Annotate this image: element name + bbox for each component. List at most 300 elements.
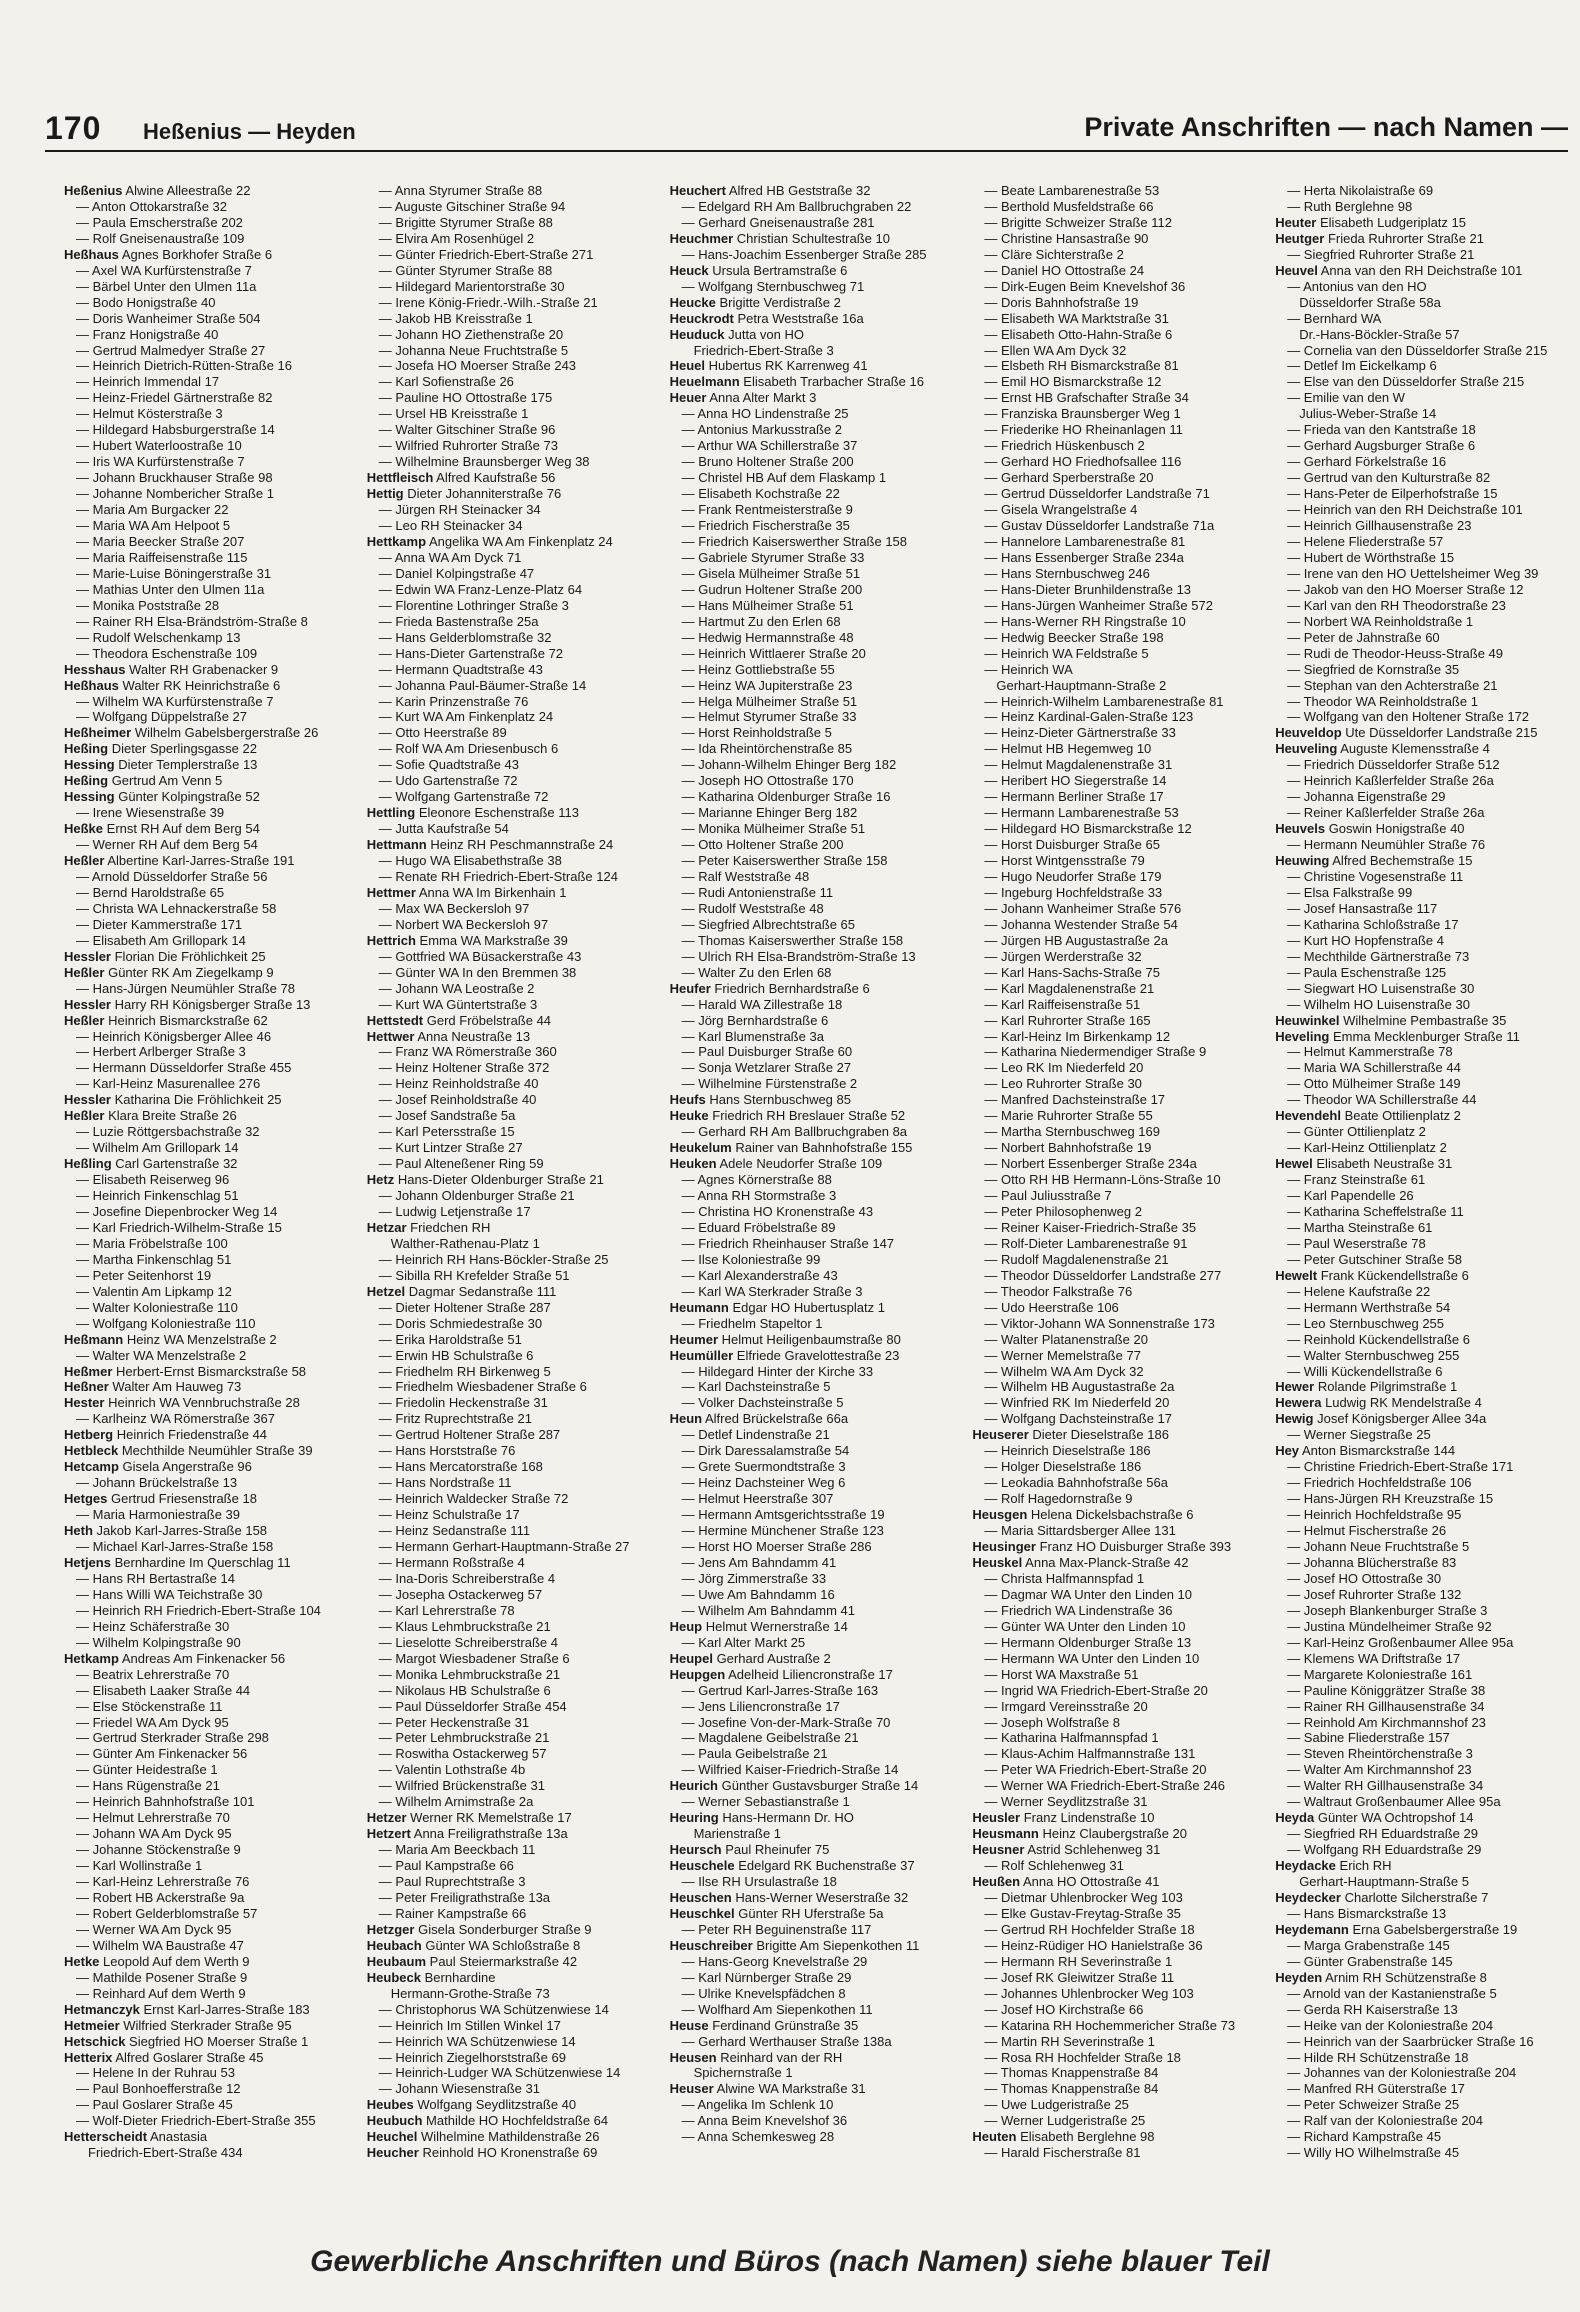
entry-text: — Josef HO Kirchstraße 66	[984, 2001, 1144, 2017]
listing-entry	[1275, 1124, 1570, 1140]
listing-entry	[1275, 949, 1570, 965]
entry-text: — Bruno Holtener Straße 200	[681, 454, 854, 470]
listing-entry	[670, 343, 965, 359]
surname: Heuelmann	[669, 374, 740, 390]
listing-entry	[367, 1236, 662, 1252]
listing-entry	[64, 1874, 359, 1890]
surname: Hessing	[64, 789, 115, 805]
listing-entry	[1275, 1858, 1570, 1874]
entry-text: — Karl WA Sterkrader Straße 3	[681, 1283, 863, 1299]
entry-text: — Leo RH Steinacker 34	[378, 518, 523, 534]
entry-text: — Dagmar WA Unter den Linden 10	[984, 1586, 1193, 1602]
entry-text: Hubertus RK Karrenweg 41	[708, 358, 868, 374]
entry-text: — Elisabeth Otto-Hahn-Straße 6	[984, 326, 1173, 342]
listing-entry	[670, 199, 965, 215]
listing-entry	[972, 1029, 1267, 1045]
listing-entry	[972, 199, 1267, 215]
surname: Heufer	[669, 980, 711, 996]
listing-entry	[972, 502, 1267, 518]
entry-text: — Marianne Ehinger Berg 182	[681, 805, 858, 821]
listing-entry	[972, 343, 1267, 359]
surname: Hesshaus	[64, 661, 126, 677]
listing-entry	[367, 1284, 662, 1300]
listing-entry	[972, 1348, 1267, 1364]
entry-text: — Hermann Roßstraße 4	[378, 1554, 525, 1570]
entry-text: — Ulrike Knevelspfädchen 8	[681, 1985, 846, 2001]
listing-entry	[367, 1379, 662, 1395]
listing-entry	[64, 1762, 359, 1778]
entry-text: — Christine Friedrich-Ebert-Straße 171	[1287, 1459, 1514, 1475]
listing-entry	[972, 694, 1267, 710]
entry-text: — Heinz Schäferstraße 30	[76, 1618, 230, 1634]
listing-entry	[64, 1571, 359, 1587]
listing-entry	[972, 1683, 1267, 1699]
listing-entry	[972, 1986, 1267, 2002]
listing-entry	[972, 1635, 1267, 1651]
listing-entry	[670, 1826, 965, 1842]
entry-text: — Agnes Körnerstraße 88	[681, 1172, 832, 1188]
listing-entry	[1275, 1507, 1570, 1523]
entry-text: Günter RK Am Ziegelkamp 9	[108, 964, 274, 980]
listing-entry	[1275, 374, 1570, 390]
surname: Hetmanczyk	[64, 2001, 140, 2017]
entry-text: — Pauline Königgrätzer Straße 38	[1287, 1682, 1486, 1698]
listing-entry	[64, 1619, 359, 1635]
entry-text: Wilhelmine Mathildenstraße 26	[421, 2129, 600, 2145]
entry-text: Bernhardine	[424, 1969, 496, 1985]
listing-entry	[670, 1874, 965, 1890]
listing-entry	[972, 1044, 1267, 1060]
listing-entry	[367, 1204, 662, 1220]
entry-text: Albertine Karl-Jarres-Straße 191	[107, 853, 295, 869]
listing-entry	[972, 614, 1267, 630]
listing-entry	[670, 231, 965, 247]
surname: Heßner	[64, 1379, 109, 1395]
entry-text: — Heinrich van der Saarbrücker Straße 16	[1287, 2033, 1534, 2049]
entry-text: — Rudi de Theodor-Heuss-Straße 49	[1287, 645, 1503, 661]
listing-entry	[972, 1140, 1267, 1156]
entry-text: Charlotte Silcherstraße 7	[1344, 1889, 1489, 1905]
entry-text: — Gerhard Förkelstraße 16	[1287, 454, 1447, 470]
listing-entry	[1275, 295, 1570, 311]
entry-text: — Paul Ruprechtstraße 3	[378, 1874, 526, 1890]
entry-text: — Johanna Westender Straße 54	[984, 916, 1178, 932]
surname: Heuckrodt	[669, 310, 734, 326]
listing-entry	[64, 709, 359, 725]
listing-entry	[1275, 1986, 1570, 2002]
listing-entry	[367, 2065, 662, 2081]
listing-entry	[1275, 1970, 1570, 1986]
entry-text: Brigitte Verdistraße 2	[719, 294, 841, 310]
entry-text: — Johann Wiesenstraße 31	[378, 2081, 540, 2097]
entry-text: Anna Freiligrathstraße 13a	[413, 1826, 568, 1842]
listing-entry	[670, 2113, 965, 2129]
entry-text: — Friederike HO Rheinanlagen 11	[984, 422, 1183, 438]
entry-text: — Rainer RH Elsa-Brändström-Straße 8	[76, 613, 308, 629]
entry-text: — Maria Raiffeisenstraße 115	[76, 549, 248, 565]
listing-entry	[972, 374, 1267, 390]
entry-text: — Margot Wiesbadener Straße 6	[378, 1650, 570, 1666]
surname: Hettrich	[366, 932, 416, 948]
entry-text: — Hermann Amtsgerichtsstraße 19	[681, 1507, 885, 1523]
listing-entry	[972, 1922, 1267, 1938]
listing-entry	[670, 1268, 965, 1284]
listing-entry	[972, 1443, 1267, 1459]
listing-entry	[972, 1268, 1267, 1284]
entry-text: Ernst RH Auf dem Berg 54	[106, 821, 260, 837]
listing-entry	[972, 789, 1267, 805]
listing-entry	[64, 997, 359, 1013]
surname: Heuchert	[669, 183, 726, 198]
listing-entry	[972, 1651, 1267, 1667]
entry-text: — Friedrich Hochfeldstraße 106	[1287, 1475, 1472, 1491]
page-number: 170	[45, 110, 102, 146]
listing-entry	[367, 1587, 662, 1603]
column-5	[1275, 183, 1570, 2223]
surname: Heuring	[669, 1810, 719, 1826]
listing-entry	[367, 1571, 662, 1587]
listing-entry	[367, 1938, 662, 1954]
entry-text: — Detlef Lindenstraße 21	[681, 1427, 830, 1443]
entry-text: — Gerhard Werthauser Straße 138a	[681, 2033, 892, 2049]
listing-entry	[670, 598, 965, 614]
listing-entry	[972, 2145, 1267, 2161]
entry-text: — Hans-Joachim Essenberger Straße 285	[681, 246, 927, 262]
entry-text: Dieter Dieselstraße 186	[1032, 1427, 1169, 1443]
entry-text: Heinrich Friedenstraße 44	[116, 1427, 268, 1443]
entry-text: — Florentine Lothringer Straße 3	[378, 597, 569, 613]
entry-text: — Karl-Heinz Masurenallee 276	[76, 1076, 261, 1092]
listing-entry	[670, 1300, 965, 1316]
listing-entry	[367, 1746, 662, 1762]
surname: Hetterscheidt	[64, 2129, 148, 2145]
listing-entry	[972, 1539, 1267, 1555]
listing-entry	[367, 630, 662, 646]
entry-text: — Gerhard Gneisenaustraße 281	[681, 214, 875, 230]
listing-entry	[1275, 709, 1570, 725]
entry-text: — Karl-Heinz Großenbaumer Allee 95a	[1287, 1634, 1514, 1650]
listing-entry	[1275, 454, 1570, 470]
listing-entry	[64, 311, 359, 327]
listing-entry	[367, 1156, 662, 1172]
entry-text: Alfred Kaufstraße 56	[436, 470, 556, 486]
entry-text: Heinz RH Peschmannstraße 24	[430, 837, 614, 853]
entry-text: — Mathias Unter den Ulmen 11a	[76, 581, 265, 597]
listing-entry	[670, 1379, 965, 1395]
listing-entry	[367, 263, 662, 279]
listing-entry	[64, 1810, 359, 1826]
listing-entry	[1275, 1651, 1570, 1667]
listing-entry	[64, 199, 359, 215]
listing-entry	[670, 374, 965, 390]
surname: Heupel	[669, 1650, 713, 1666]
entry-text: — Hermann Gerhart-Hauptmann-Straße 27	[378, 1539, 630, 1555]
surname: Hettfleisch	[366, 470, 434, 486]
surname: Heuer	[669, 390, 707, 406]
entry-text: — Josef Reinholdstraße 40	[378, 1092, 537, 1108]
surname: Hetcamp	[64, 1459, 119, 1475]
section-title: Private Anschriften — nach Namen —	[1084, 112, 1568, 142]
listing-entry	[64, 1029, 359, 1045]
listing-entry	[1275, 1300, 1570, 1316]
listing-entry	[972, 1427, 1267, 1443]
entry-text: Helmut Wernerstraße 14	[705, 1618, 848, 1634]
entry-text: — Rosa RH Hochfelder Straße 18	[984, 2049, 1181, 2065]
listing-entry	[972, 885, 1267, 901]
listing-entry	[670, 1060, 965, 1076]
entry-text: — Sofie Quadtstraße 43	[378, 757, 519, 773]
listing-entry	[670, 1555, 965, 1571]
listing-entry	[64, 1108, 359, 1124]
listing-entry	[367, 2081, 662, 2097]
listing-entry	[64, 1842, 359, 1858]
entry-text: — Anna RH Stormstraße 3	[681, 1188, 837, 1204]
entry-text: — Bernd Haroldstraße 65	[76, 884, 225, 900]
entry-text: Walther-Rathenau-Platz 1	[390, 1235, 540, 1251]
entry-text: — Hans Bismarckstraße 13	[1287, 1905, 1447, 1921]
listing-entry	[1275, 422, 1570, 438]
entry-text: — Joseph HO Ottostraße 170	[681, 773, 854, 789]
listing-entry	[64, 1555, 359, 1571]
entry-text: Günter WA Ochtropshof 14	[1317, 1810, 1474, 1826]
listing-entry	[1275, 773, 1570, 789]
listing-entry	[367, 1874, 662, 1890]
listing-entry	[670, 901, 965, 917]
entry-text: — Hermann Oldenburger Straße 13	[984, 1634, 1192, 1650]
listing-entry	[64, 741, 359, 757]
entry-text: Adelheid Liliencronstraße 17	[728, 1666, 893, 1682]
entry-text: — Jakob van den HO Moerser Straße 12	[1287, 581, 1524, 597]
entry-text: — Günter Styrumer Straße 88	[378, 262, 553, 278]
entry-text: Gisela Sonderburger Straße 9	[418, 1921, 592, 1937]
entry-text: — Theodor WA Schillerstraße 44	[1287, 1092, 1477, 1108]
entry-text: — Karl Alter Markt 25	[681, 1634, 806, 1650]
entry-text: — Monika Lehmbruckstraße 21	[378, 1666, 561, 1682]
listing-entry	[670, 1140, 965, 1156]
entry-text: — Heike van der Koloniestraße 204	[1287, 2017, 1494, 2033]
listing-entry	[1275, 1938, 1570, 1954]
entry-text: — Gertrud Malmedyer Straße 27	[76, 342, 266, 358]
surname: Hettmann	[366, 837, 427, 853]
entry-text: — Peter Philosophenweg 2	[984, 1204, 1142, 1219]
listing-entry	[1275, 901, 1570, 917]
entry-text: — Siegwart HO Luisenstraße 30	[1287, 980, 1475, 996]
listing-entry	[1275, 614, 1570, 630]
surname: Heukelum	[669, 1140, 732, 1156]
entry-text: — Rainer Kampstraße 66	[378, 1905, 527, 1921]
listing-entry	[972, 1874, 1267, 1890]
listing-entry	[972, 358, 1267, 374]
entry-text: — Reinhard Auf dem Werth 9	[76, 1985, 246, 2001]
surname: Hetjens	[64, 1554, 111, 1570]
surname: Heßmann	[64, 1331, 124, 1347]
listing-entry	[367, 550, 662, 566]
listing-entry	[64, 757, 359, 773]
entry-text: — Hermann Quadtstraße 43	[378, 661, 543, 677]
entry-text: — Christa Halfmannspfad 1	[984, 1570, 1145, 1586]
listing-entry	[64, 1252, 359, 1268]
entry-text: — Jürgen RH Steinacker 34	[378, 502, 541, 518]
listing-entry	[670, 1699, 965, 1715]
entry-text: — Heinz Gottliebstraße 55	[681, 661, 835, 677]
entry-text: — Friedrich Düsseldorfer Straße 512	[1287, 757, 1500, 773]
listing-entry	[64, 2065, 359, 2081]
entry-text: — Mechthilde Gärtnerstraße 73	[1287, 948, 1470, 964]
listing-entry	[972, 566, 1267, 582]
entry-text: — Peter Heckenstraße 31	[378, 1714, 530, 1730]
listing-entry	[670, 1715, 965, 1731]
entry-text: — Norbert WA Reinholdstraße 1	[1287, 613, 1474, 629]
listing-entry	[64, 1379, 359, 1395]
entry-text: — Stephan van den Achterstraße 21	[1287, 677, 1498, 693]
listing-entry	[670, 1762, 965, 1778]
entry-text: — Nikolaus HB Schulstraße 6	[378, 1682, 551, 1698]
listing-entry	[64, 1507, 359, 1523]
entry-text: — Anton Ottokarstraße 32	[76, 198, 228, 214]
listing-entry	[367, 582, 662, 598]
entry-text: Wolfgang Seydlitzstraße 40	[417, 2097, 577, 2113]
entry-text: — Heinrich WA Feldstraße 5	[984, 645, 1149, 661]
listing-entry	[64, 1539, 359, 1555]
listing-entry	[670, 853, 965, 869]
entry-text: Siegfried HO Moerser Straße 1	[129, 2033, 309, 2049]
surname: Hetzert	[366, 1826, 411, 1842]
entry-text: Emma WA Markstraße 39	[419, 932, 568, 948]
listing-entry	[64, 358, 359, 374]
entry-text: — Wilhelmine Fürstenstraße 2	[681, 1076, 858, 1092]
listing-entry	[972, 582, 1267, 598]
entry-text: — Hermann Neumühler Straße 76	[1287, 837, 1486, 853]
entry-text: — Karl-Heinz Lehrerstraße 76	[76, 1874, 250, 1890]
surname: Heuvels	[1275, 821, 1326, 837]
surname: Heßler	[64, 1012, 105, 1028]
listing-entry	[1275, 2034, 1570, 2050]
listing-entry	[64, 1188, 359, 1204]
entry-text: — Ruth Berglehne 98	[1287, 198, 1413, 214]
surname: Heuter	[1275, 214, 1317, 230]
entry-text: — Gisela Mülheimer Straße 51	[681, 565, 861, 581]
entry-text: Astrid Schlehenweg 31	[1027, 1842, 1161, 1858]
listing-entry	[972, 534, 1267, 550]
entry-text: Friedrich RH Breslauer Straße 52	[712, 1108, 906, 1124]
listing-entry	[1275, 805, 1570, 821]
entry-text: — Paula Geibelstraße 21	[681, 1746, 828, 1762]
listing-entry	[670, 1730, 965, 1746]
listing-entry	[972, 933, 1267, 949]
listing-entry	[972, 725, 1267, 741]
entry-text: — Hans-Jürgen RH Kreuzstraße 15	[1287, 1491, 1494, 1507]
entry-text: — Paula Emscherstraße 202	[76, 214, 243, 230]
listing-entry	[64, 454, 359, 470]
listing-entry	[972, 1523, 1267, 1539]
entry-text: — Heinz-Friedel Gärtnerstraße 82	[76, 390, 273, 406]
surname: Hettkamp	[366, 533, 427, 549]
listing-entry	[64, 1044, 359, 1060]
entry-text: Brigitte Am Siepenkothen 11	[756, 1937, 920, 1953]
listing-entry	[64, 1635, 359, 1651]
entry-text: — Otto Holtener Straße 200	[681, 837, 844, 853]
listing-entry	[972, 2050, 1267, 2066]
entry-text: — Wolfgang RH Eduardstraße 29	[1287, 1842, 1482, 1858]
entry-text: — Max WA Beckersloh 97	[378, 900, 530, 916]
surname: Heup	[669, 1618, 703, 1634]
entry-text: Elfriede Gravelottestraße 23	[736, 1347, 900, 1363]
entry-text: — Robert HB Ackerstraße 9a	[76, 1889, 245, 1905]
surname: Heutger	[1275, 230, 1325, 246]
entry-text: — Werner Siegstraße 25	[1287, 1427, 1431, 1443]
entry-text: — Paul Kampstraße 66	[378, 1858, 514, 1874]
surname: Heth	[64, 1523, 93, 1539]
entry-text: — Dirk-Eugen Beim Knevelshof 36	[984, 278, 1186, 294]
surname: Heubaum	[366, 1953, 427, 1969]
listing-entry	[972, 1842, 1267, 1858]
entry-text: — Johann-Wilhelm Ehinger Berg 182	[681, 757, 897, 773]
surname: Heßler	[64, 853, 105, 869]
listing-entry	[1275, 1395, 1570, 1411]
entry-text: — Elisabeth WA Marktstraße 31	[984, 310, 1169, 326]
listing-entry	[367, 390, 662, 406]
listing-entry	[367, 757, 662, 773]
entry-text: Andreas Am Finkenacker 56	[121, 1650, 286, 1666]
listing-entry	[64, 231, 359, 247]
entry-text: — Helmut Fischerstraße 26	[1287, 1523, 1447, 1539]
running-head: Heßenius — Heyden	[143, 119, 356, 144]
listing-entry	[64, 821, 359, 837]
entry-text: — Paula Eschenstraße 125	[1287, 964, 1447, 980]
entry-text: — Auguste Gitschiner Straße 94	[378, 198, 566, 214]
entry-text: — Irene Wiesenstraße 39	[76, 805, 225, 821]
listing-entry	[367, 1539, 662, 1555]
listing-entry	[64, 949, 359, 965]
surname: Heufs	[669, 1092, 706, 1108]
entry-text: — Helene In der Ruhrau 53	[76, 2065, 235, 2081]
entry-text: — Iris WA Kurfürstenstraße 7	[76, 454, 245, 470]
surname: Heusmann	[972, 1826, 1039, 1842]
listing-entry	[670, 1970, 965, 1986]
listing-entry	[1275, 2081, 1570, 2097]
listing-entry	[670, 1124, 965, 1140]
entry-text: — Günter Am Finkenacker 56	[76, 1746, 248, 1762]
listing-entry	[367, 949, 662, 965]
entry-text: — Wilhelm WA Am Dyck 32	[984, 1363, 1144, 1379]
listing-entry	[972, 678, 1267, 694]
listing-entry	[972, 1172, 1267, 1188]
entry-text: — Heinz-Rüdiger HO Hanielstraße 36	[984, 1937, 1203, 1953]
entry-text: — Wilhelm HO Luisenstraße 30	[1287, 996, 1470, 1012]
listing-entry	[64, 646, 359, 662]
entry-text: — Sonja Wetzlarer Straße 27	[681, 1060, 852, 1076]
listing-entry	[367, 1332, 662, 1348]
entry-text: Elisabeth Ludgeriplatz 15	[1320, 214, 1466, 230]
listing-entry	[367, 2113, 662, 2129]
entry-text: — Helmut Styrumer Straße 33	[681, 709, 857, 725]
entry-text: Edgar HO Hubertusplatz 1	[732, 1299, 885, 1315]
entry-text: — Hans-Werner RH Ringstraße 10	[984, 613, 1186, 629]
entry-text: — Christa WA Lehnackerstraße 58	[76, 900, 277, 916]
surname: Heurich	[669, 1778, 718, 1794]
entry-text: — Katharina Schloßstraße 17	[1287, 916, 1459, 932]
entry-text: — Harald WA Zillestraße 18	[681, 996, 843, 1012]
entry-text: Carl Gartenstraße 32	[115, 1156, 238, 1172]
entry-text: Günther Gustavsburger Straße 14	[721, 1778, 919, 1794]
entry-text: — Josef Hansastraße 117	[1287, 900, 1438, 916]
listing-entry	[972, 981, 1267, 997]
entry-text: Rolande Pilgrimstraße 1	[1317, 1379, 1458, 1395]
listing-entry	[670, 1013, 965, 1029]
listing-entry	[64, 390, 359, 406]
listing-entry	[367, 1395, 662, 1411]
entry-text: — Hans Nordstraße 11	[378, 1475, 512, 1491]
